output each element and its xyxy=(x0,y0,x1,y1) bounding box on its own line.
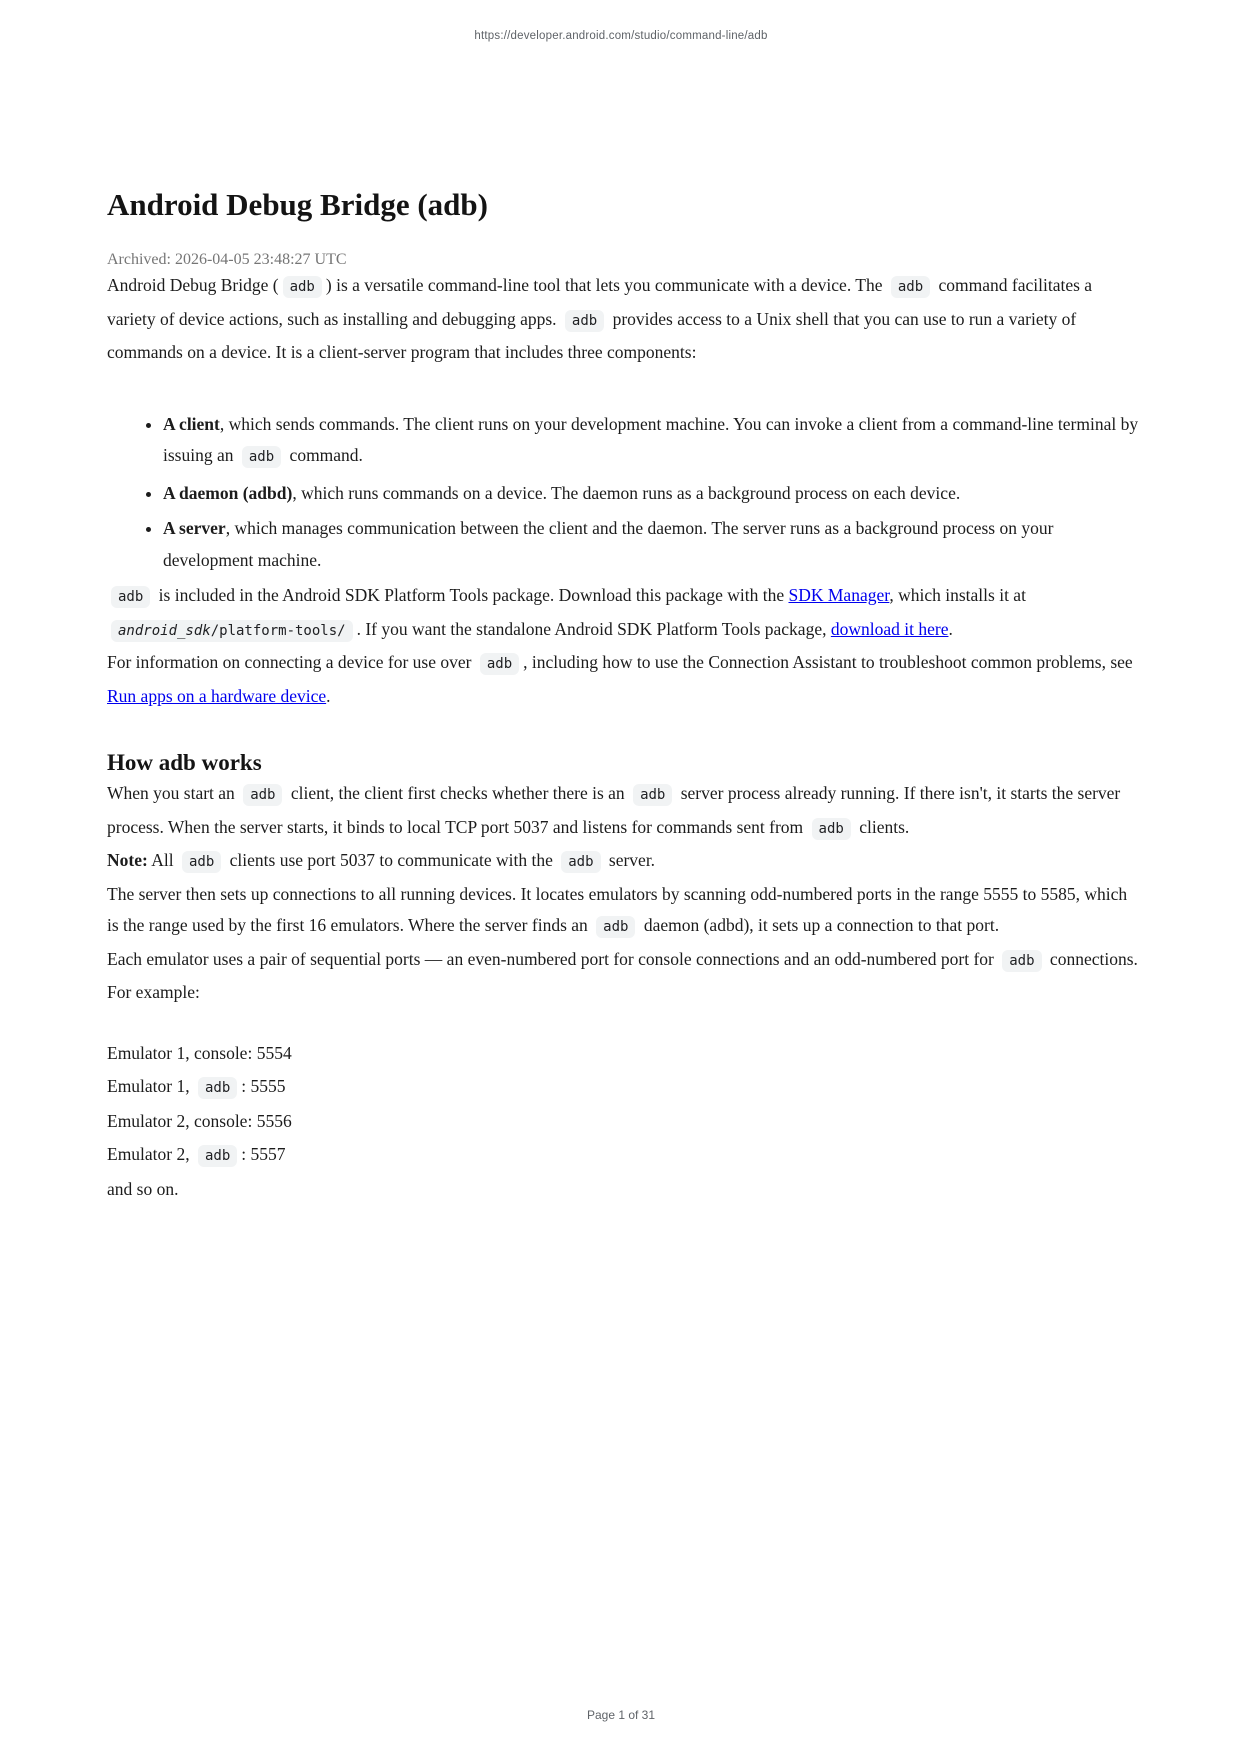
inline-code: adb xyxy=(891,276,930,298)
inline-code: adb xyxy=(198,1077,237,1099)
inline-code: adb xyxy=(561,851,600,873)
inline-code: adb xyxy=(198,1145,237,1167)
paragraph-client-start: When you start an adb client, the client first checks whether there is an adb server process already running. If there isn't, it starts the server process. When the server starts, it binds to local TCP port 5037 and listens for commands sent from adb clients. xyxy=(107,778,1139,845)
list-item-server: • A server, which manages communication between the client and the daemon. The server runs as a background process on your development machine. xyxy=(163,513,1139,576)
emulator-port-line: and so on. xyxy=(107,1178,179,1199)
bold-text: A server xyxy=(163,518,226,538)
emulator-port-line: Emulator 2, adb : 5557 xyxy=(107,1138,1139,1173)
paragraph-intro: Android Debug Bridge ( adb ) is a versatile command-line tool that lets you communicate with a device. The adb command facilitates a variety of device actions, such as installing and debugging apps. adb provides access to a Unix shell that you can use to run a variety of commands on a device. It is a client-server program that includes three components: xyxy=(107,275,1093,362)
component-list xyxy=(107,409,1139,577)
paragraph-server-connections: The server then sets up connections to all running devices. It locates emulators by scanning odd-numbered ports in the range 5555 to 5585, which is the range used by the first 16 emulators. Where the server finds an adb daemon (adbd), it sets up a connection to that port. xyxy=(107,879,1139,944)
header-url: https://developer.android.com/studio/command-line/adb xyxy=(474,30,768,42)
bold-text: A client xyxy=(163,413,220,434)
emulator-port-line: Emulator 2, console: 5556 xyxy=(107,1110,292,1131)
inline-code: adb xyxy=(565,310,604,332)
page-title: Android Debug Bridge (adb) xyxy=(107,187,488,222)
emulator-port-line: Emulator 1, console: 5554 xyxy=(107,1042,292,1063)
link[interactable]: Run apps on a hardware device xyxy=(107,685,327,706)
inline-code: adb xyxy=(1002,950,1041,972)
inline-code: adb xyxy=(596,916,635,938)
paragraph-note: Note: All adb clients use port 5037 to communicate with the adb server. xyxy=(107,845,1139,879)
inline-code: adb xyxy=(480,653,519,675)
paragraph-emulator-ports: Each emulator uses a pair of sequential ports — an even-numbered port for console connections and an odd-numbered port for adb connections. For example: xyxy=(107,948,1138,1002)
inline-code: adb xyxy=(182,851,221,873)
inline-code: adb xyxy=(242,446,281,468)
list-item-daemon: • A daemon (adbd), which runs commands on a device. The daemon runs as a background process on each device. xyxy=(163,478,1139,510)
article xyxy=(107,0,1139,1206)
bold-text: Note: xyxy=(107,850,148,870)
archived-timestamp: Archived: 2026-04-05 23:48:27 UTC xyxy=(107,251,347,268)
link[interactable]: download it here xyxy=(830,618,949,639)
paragraph-sdk-package: adb is included in the Android SDK Platform Tools package. Download this package with the SDK Manager, which installs it at android_sdk/platform-tools/ . If you want the standalone Android SDK Platform Tools package, download it here. xyxy=(107,580,1139,647)
emulator-port-line: Emulator 1, adb : 5555 xyxy=(107,1070,1139,1105)
inline-code: adb xyxy=(812,818,851,840)
inline-code: adb xyxy=(111,586,150,608)
section-heading-how-adb-works: How adb works xyxy=(107,750,262,775)
link[interactable]: SDK Manager xyxy=(788,585,890,605)
inline-code: adb xyxy=(633,784,672,806)
inline-code: adb xyxy=(283,276,322,298)
list-item-client: • A client, which sends commands. The client runs on your development machine. You can invoke a client from a command-line terminal by issuing an adb command. xyxy=(163,409,1139,474)
page-number: Page 1 of 31 xyxy=(586,1708,656,1722)
paragraph-connection-assistant: For information on connecting a device for use over adb , including how to use the Connection Assistant to troubleshoot common problems, see Run apps on a hardware device. xyxy=(107,652,1133,706)
emulator-port-list xyxy=(107,1037,1139,1206)
inline-code: adb xyxy=(243,784,282,806)
bold-text: A daemon (adbd) xyxy=(163,482,293,503)
inline-code: android_sdk/platform-tools/ xyxy=(111,620,353,642)
